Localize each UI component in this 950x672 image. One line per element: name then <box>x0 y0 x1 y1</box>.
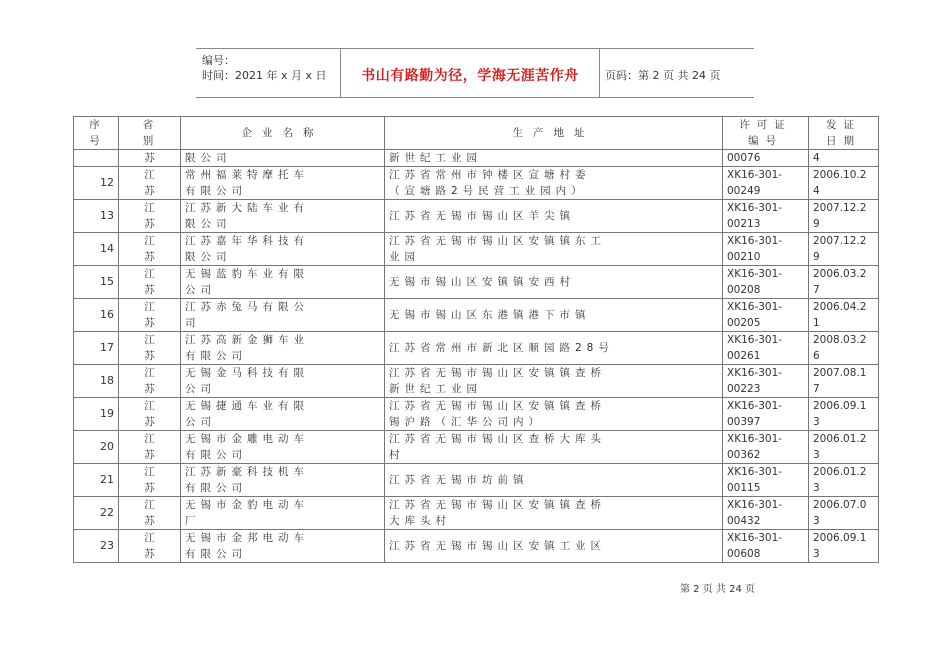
row-company-name-line: 有限公司 <box>185 482 247 494</box>
row-company-name-line: 无锡金马科技有限 <box>185 367 309 379</box>
row-province-line: 江 <box>144 367 155 379</box>
row-license-no-line: XK16-301- <box>727 334 783 346</box>
col-header-prov-2: 别 <box>142 135 157 147</box>
row-province-line: 江 <box>144 400 155 412</box>
row-province-line: 江 <box>144 499 155 511</box>
row-address <box>385 332 723 365</box>
row-no: 16 <box>74 299 119 332</box>
row-company-name-line: 无锡市金豹电动车 <box>185 499 309 511</box>
table-row <box>74 530 879 563</box>
time-label: 时间：2021 年 x 月 x 日 <box>202 69 327 82</box>
row-address-line: 新世纪工业园 <box>389 152 482 164</box>
row-no: 14 <box>74 233 119 266</box>
row-issue-date <box>809 266 879 299</box>
row-address-line: 江苏省无锡市锡山区安镇工业区 <box>389 540 606 552</box>
row-license-no-line: XK16-301- <box>727 202 783 214</box>
row-license-no-line: XK16-301- <box>727 301 783 313</box>
row-company-name-line: 有限公司 <box>185 449 247 461</box>
row-license-no-line: 00608 <box>727 548 761 560</box>
row-license-no <box>723 233 809 266</box>
table-row <box>74 497 879 530</box>
row-company-name <box>181 398 385 431</box>
row-company-name <box>181 530 385 563</box>
row-company-name-line: 无锡市金邦电动车 <box>185 532 309 544</box>
row-issue-date-line: 3 <box>813 515 820 527</box>
row-issue-date <box>809 233 879 266</box>
table-row <box>74 365 879 398</box>
row-no: 22 <box>74 497 119 530</box>
row-license-no <box>723 530 809 563</box>
row-issue-date-line: 2006.10.2 <box>813 169 867 181</box>
row-license-no-line: 00076 <box>727 152 761 164</box>
row-address-line: （宣塘路2号民营工业园内） <box>389 185 587 197</box>
page-label: 页码：第 2 页 共 24 页 <box>605 69 721 82</box>
row-license-no-line: 00223 <box>727 383 761 395</box>
row-province-line: 苏 <box>144 515 155 527</box>
row-issue-date-line: 4 <box>813 185 820 197</box>
row-company-name-line: 限公司 <box>185 251 232 263</box>
row-address-line: 江苏省无锡市锡山区安镇镇查桥 <box>389 400 606 412</box>
row-address-line: 江苏省无锡市坊前镇 <box>389 474 529 486</box>
row-issue-date <box>809 150 879 167</box>
row-issue-date-line: 9 <box>813 218 820 230</box>
license-table <box>73 116 879 563</box>
row-issue-date <box>809 365 879 398</box>
page-footer: 第 2 页 共 24 页 <box>680 584 755 595</box>
row-issue-date <box>809 332 879 365</box>
row-province-line: 苏 <box>144 416 155 428</box>
row-company-name-line: 限公司 <box>185 152 232 164</box>
row-province-line: 苏 <box>144 548 155 560</box>
row-address-line: 江苏省无锡市锡山区羊尖镇 <box>389 210 575 222</box>
table-row <box>74 464 879 497</box>
row-license-no-line: 00115 <box>727 482 761 494</box>
row-address <box>385 398 723 431</box>
row-license-no-line: 00362 <box>727 449 761 461</box>
row-license-no <box>723 266 809 299</box>
table-header-row <box>74 117 879 150</box>
table-row <box>74 398 879 431</box>
row-license-no <box>723 497 809 530</box>
row-no: 12 <box>74 167 119 200</box>
row-province-line: 苏 <box>144 482 155 494</box>
row-issue-date-line: 2006.07.0 <box>813 499 867 511</box>
row-issue-date-line: 2007.08.1 <box>813 367 867 379</box>
row-issue-date-line: 7 <box>813 383 820 395</box>
row-license-no <box>723 398 809 431</box>
row-license-no-line: 00261 <box>727 350 761 362</box>
row-issue-date-line: 7 <box>813 284 820 296</box>
row-province-line: 苏 <box>144 251 155 263</box>
row-province <box>119 497 181 530</box>
row-issue-date-line: 3 <box>813 548 820 560</box>
row-company-name <box>181 464 385 497</box>
row-issue-date-line: 2007.12.2 <box>813 235 867 247</box>
row-province-line: 江 <box>144 301 155 313</box>
row-issue-date <box>809 497 879 530</box>
row-company-name-line: 公司 <box>185 284 216 296</box>
row-province-line: 苏 <box>144 284 155 296</box>
col-header-name <box>181 117 385 150</box>
col-header-date-1: 发证 <box>826 119 861 131</box>
row-issue-date-line: 2006.09.1 <box>813 532 867 544</box>
row-company-name <box>181 497 385 530</box>
row-license-no-line: 00210 <box>727 251 761 263</box>
row-license-no-line: XK16-301- <box>727 268 783 280</box>
row-province-line: 苏 <box>144 185 155 197</box>
row-issue-date-line: 2008.03.2 <box>813 334 867 346</box>
row-province-line: 江 <box>144 169 155 181</box>
row-address-line: 江苏省常州市钟楼区宣塘村委 <box>389 169 591 181</box>
header-info-cell <box>196 49 340 97</box>
row-company-name-line: 公司 <box>185 416 216 428</box>
row-province-line: 苏 <box>144 152 155 164</box>
row-license-no <box>723 150 809 167</box>
row-province-line: 江 <box>144 334 155 346</box>
row-issue-date-line: 2006.09.1 <box>813 400 867 412</box>
row-address-line: 江苏省无锡市锡山区查桥大库头 <box>389 433 606 445</box>
row-province <box>119 150 181 167</box>
row-province-line: 江 <box>144 466 155 478</box>
row-issue-date <box>809 200 879 233</box>
row-license-no <box>723 431 809 464</box>
row-province <box>119 233 181 266</box>
row-province-line: 苏 <box>144 218 155 230</box>
row-license-no <box>723 365 809 398</box>
row-address-line: 江苏省无锡市锡山区安镇镇查桥 <box>389 499 606 511</box>
row-license-no-line: XK16-301- <box>727 532 783 544</box>
row-address-line: 大库头村 <box>389 515 451 527</box>
row-province-line: 苏 <box>144 449 155 461</box>
row-license-no-line: 00249 <box>727 185 761 197</box>
row-license-no-line: 00208 <box>727 284 761 296</box>
row-address <box>385 365 723 398</box>
row-issue-date-line: 3 <box>813 416 820 428</box>
table-row <box>74 266 879 299</box>
row-license-no-line: XK16-301- <box>727 400 783 412</box>
row-province <box>119 398 181 431</box>
row-license-no <box>723 299 809 332</box>
row-address <box>385 299 723 332</box>
row-company-name <box>181 150 385 167</box>
row-no: 18 <box>74 365 119 398</box>
row-issue-date <box>809 167 879 200</box>
row-province <box>119 266 181 299</box>
row-company-name <box>181 266 385 299</box>
row-province <box>119 200 181 233</box>
col-header-addr-text: 生产地址 <box>512 127 595 139</box>
col-header-date <box>809 117 879 150</box>
row-province <box>119 464 181 497</box>
row-address <box>385 497 723 530</box>
header-motto-cell <box>340 49 600 97</box>
row-issue-date-line: 3 <box>813 449 820 461</box>
table-row <box>74 233 879 266</box>
row-license-no-line: XK16-301- <box>727 169 783 181</box>
table-row <box>74 167 879 200</box>
row-province <box>119 167 181 200</box>
row-issue-date-line: 2006.04.2 <box>813 301 867 313</box>
row-company-name-line: 公司 <box>185 383 216 395</box>
row-address <box>385 233 723 266</box>
row-province <box>119 530 181 563</box>
row-license-no-line: 00213 <box>727 218 761 230</box>
row-address-line: 业园 <box>389 251 420 263</box>
row-address <box>385 200 723 233</box>
row-address <box>385 167 723 200</box>
page-header <box>196 48 754 98</box>
col-header-prov <box>119 117 181 150</box>
row-province-line: 苏 <box>144 383 155 395</box>
row-issue-date-line: 1 <box>813 317 820 329</box>
row-company-name <box>181 233 385 266</box>
row-issue-date <box>809 398 879 431</box>
row-issue-date <box>809 530 879 563</box>
row-issue-date-line: 6 <box>813 350 820 362</box>
row-company-name <box>181 431 385 464</box>
row-province-line: 苏 <box>144 350 155 362</box>
row-company-name-line: 有限公司 <box>185 185 247 197</box>
row-issue-date-line: 2006.01.2 <box>813 433 867 445</box>
col-header-addr <box>385 117 723 150</box>
row-license-no <box>723 464 809 497</box>
row-company-name-line: 江苏高新金狮车业 <box>185 334 309 346</box>
row-province-line: 江 <box>144 532 155 544</box>
row-address-line: 村 <box>389 449 405 461</box>
row-license-no-line: XK16-301- <box>727 499 783 511</box>
row-issue-date <box>809 299 879 332</box>
row-address-line: 锡沪路（汇华公司内） <box>389 416 544 428</box>
col-header-lic-1: 许可证 <box>739 119 792 131</box>
row-license-no <box>723 332 809 365</box>
row-no <box>74 150 119 167</box>
row-company-name <box>181 200 385 233</box>
row-license-no-line: XK16-301- <box>727 235 783 247</box>
col-header-no <box>74 117 119 150</box>
row-issue-date <box>809 464 879 497</box>
table-row <box>74 299 879 332</box>
row-company-name-line: 江苏赤兔马有限公 <box>185 301 309 313</box>
row-company-name-line: 司 <box>185 317 201 329</box>
row-issue-date-line: 3 <box>813 482 820 494</box>
row-license-no-line: XK16-301- <box>727 466 783 478</box>
row-no: 23 <box>74 530 119 563</box>
row-license-no-line: 00205 <box>727 317 761 329</box>
table-row <box>74 431 879 464</box>
table-row <box>74 150 879 167</box>
row-company-name-line: 有限公司 <box>185 548 247 560</box>
code-label: 编号： <box>202 54 235 67</box>
col-header-prov-1: 省 <box>142 119 157 131</box>
row-no: 17 <box>74 332 119 365</box>
row-issue-date-line: 9 <box>813 251 820 263</box>
row-company-name-line: 限公司 <box>185 218 232 230</box>
row-company-name-line: 厂 <box>185 515 201 527</box>
row-license-no-line: 00432 <box>727 515 761 527</box>
row-address-line: 江苏省常州市新北区顺园路28号 <box>389 342 614 354</box>
row-issue-date-line: 4 <box>813 152 820 164</box>
row-company-name <box>181 365 385 398</box>
row-company-name-line: 无锡捷通车业有限 <box>185 400 309 412</box>
row-province <box>119 332 181 365</box>
row-license-no <box>723 167 809 200</box>
row-issue-date-line: 2006.01.2 <box>813 466 867 478</box>
row-company-name-line: 江苏新豪科技机车 <box>185 466 309 478</box>
row-company-name-line: 江苏嘉年华科技有 <box>185 235 309 247</box>
row-no: 19 <box>74 398 119 431</box>
row-province-line: 苏 <box>144 317 155 329</box>
row-license-no <box>723 200 809 233</box>
row-address <box>385 530 723 563</box>
row-province-line: 江 <box>144 268 155 280</box>
row-company-name-line: 常州福莱特摩托车 <box>185 169 309 181</box>
row-province <box>119 431 181 464</box>
row-address <box>385 150 723 167</box>
row-province <box>119 365 181 398</box>
row-province-line: 江 <box>144 235 155 247</box>
row-no: 15 <box>74 266 119 299</box>
row-company-name-line: 江苏新大陆车业有 <box>185 202 309 214</box>
row-no: 13 <box>74 200 119 233</box>
table-row <box>74 332 879 365</box>
col-header-lic-2: 编号 <box>748 135 783 147</box>
row-issue-date-line: 2006.03.2 <box>813 268 867 280</box>
col-header-no-1: 序 <box>89 119 103 131</box>
row-address-line: 无锡市锡山区东港镇港下市镇 <box>389 309 591 321</box>
row-company-name <box>181 299 385 332</box>
row-address <box>385 464 723 497</box>
col-header-name-text: 企业名称 <box>241 127 324 139</box>
row-no: 21 <box>74 464 119 497</box>
col-header-lic <box>723 117 809 150</box>
row-issue-date-line: 2007.12.2 <box>813 202 867 214</box>
row-issue-date <box>809 431 879 464</box>
row-address <box>385 266 723 299</box>
row-license-no-line: XK16-301- <box>727 367 783 379</box>
row-company-name <box>181 167 385 200</box>
row-address <box>385 431 723 464</box>
row-address-line: 新世纪工业园 <box>389 383 482 395</box>
row-province <box>119 299 181 332</box>
row-company-name-line: 有限公司 <box>185 350 247 362</box>
row-company-name <box>181 332 385 365</box>
row-address-line: 江苏省无锡市锡山区安镇镇查桥 <box>389 367 606 379</box>
motto: 书山有路勤为径，学海无涯苦作舟 <box>361 68 579 84</box>
row-province-line: 江 <box>144 433 155 445</box>
row-license-no-line: XK16-301- <box>727 433 783 445</box>
header-page-cell <box>599 49 754 97</box>
row-company-name-line: 无锡蓝豹车业有限 <box>185 268 309 280</box>
table-row <box>74 200 879 233</box>
col-header-no-2: 号 <box>89 135 103 147</box>
row-no: 20 <box>74 431 119 464</box>
row-address-line: 江苏省无锡市锡山区安镇镇东工 <box>389 235 606 247</box>
row-company-name-line: 无锡市金雕电动车 <box>185 433 309 445</box>
row-address-line: 无锡市锡山区安镇镇安西村 <box>389 276 575 288</box>
row-license-no-line: 00397 <box>727 416 761 428</box>
col-header-date-2: 日期 <box>826 135 861 147</box>
row-province-line: 江 <box>144 202 155 214</box>
